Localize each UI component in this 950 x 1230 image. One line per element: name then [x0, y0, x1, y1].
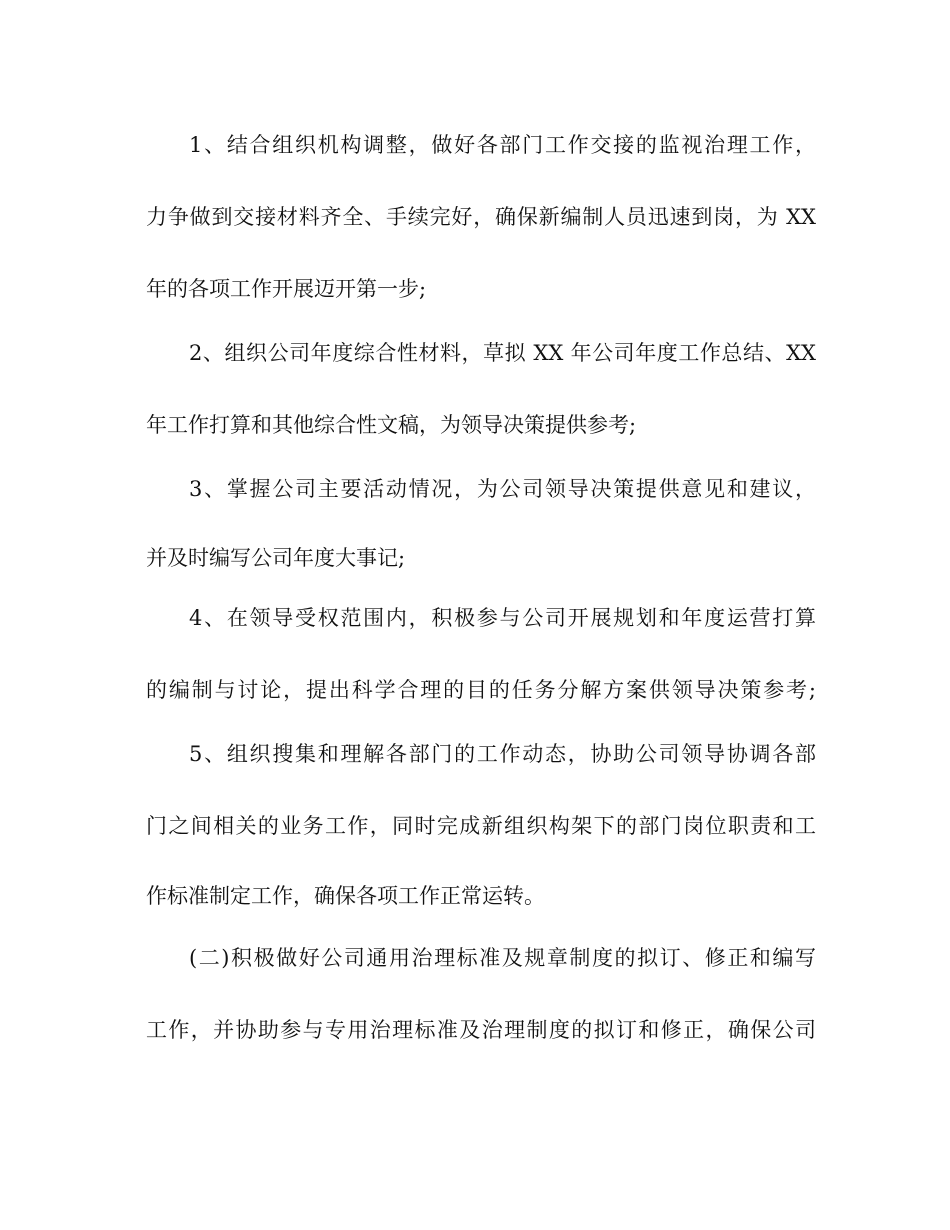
paragraph-2-line-2: 年工作打算和其他综合性文稿，为领导决策提供参考; [146, 413, 637, 437]
paragraph-4-line-2: 的编制与讨论，提出科学合理的目的任务分解方案供领导决策参考; [146, 678, 816, 702]
paragraph-5-line-1: 5、组织搜集和理解各部门的工作动态，协助公司领导协调各部 [189, 742, 816, 766]
paragraph-5-line-3: 作标准制定工作，确保各项工作正常运转。 [146, 884, 545, 908]
paragraph-1-line-1: 1、结合组织机构调整，做好各部门工作交接的监视治理工作， [189, 133, 816, 157]
paragraph-4-line-1: 4、在领导受权范围内，积极参与公司开展规划和年度运营打算 [189, 606, 816, 630]
paragraph-2-line-1: 2、组织公司年度综合性材料，草拟 XX 年公司年度工作总结、XX [189, 341, 816, 365]
paragraph-1-line-3: 年的各项工作开展迈开第一步; [146, 277, 427, 301]
paragraph-3-line-1: 3、掌握公司主要活动情况，为公司领导决策提供意见和建议， [189, 477, 816, 501]
paragraph-3-line-2: 并及时编写公司年度大事记; [146, 546, 406, 570]
paragraph-1-line-2: 力争做到交接材料齐全、手续完好，确保新编制人员迅速到岗，为 XX [146, 205, 816, 229]
paragraph-6-line-2: 工作，并协助参与专用治理标准及治理制度的拟订和修正，确保公司 [146, 1018, 816, 1042]
paragraph-5-line-2: 门之间相关的业务工作，同时完成新组织构架下的部门岗位职责和工 [146, 814, 816, 838]
paragraph-6-line-1: (二)积极做好公司通用治理标准及规章制度的拟订、修正和编写 [189, 946, 816, 970]
